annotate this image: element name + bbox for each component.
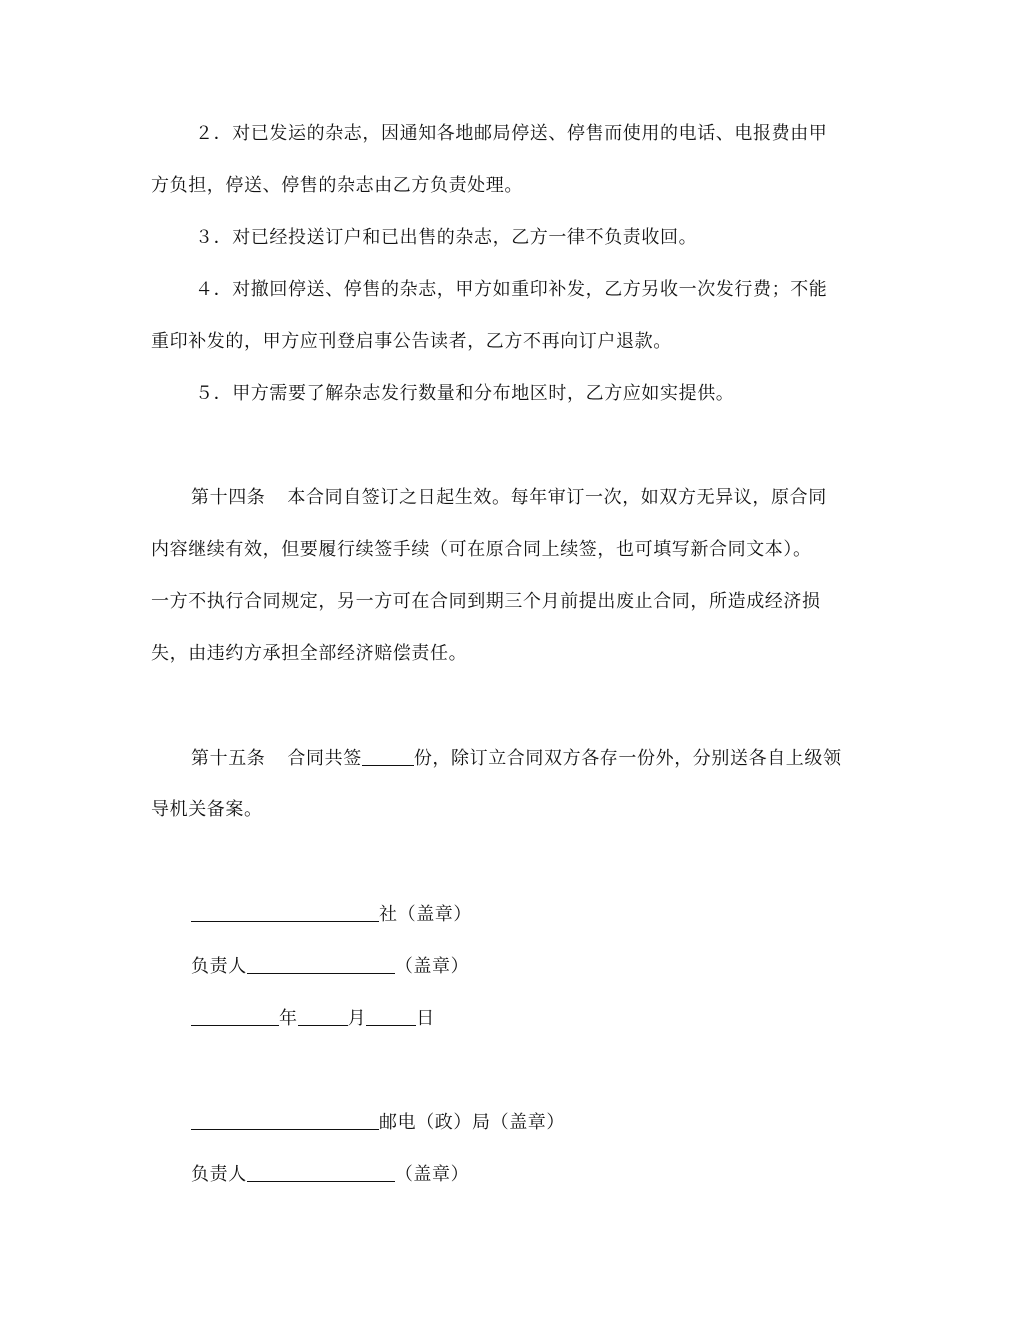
party-b-rep-blank — [247, 1161, 395, 1182]
party-b-org-suffix: 邮电（政）局（盖章） — [379, 1112, 565, 1133]
party-b-rep-line — [191, 1161, 469, 1188]
party-a-org-line — [191, 901, 472, 928]
clause15-text-b: 份，除订立合同双方各存一份外，分别送各自上级领 — [413, 748, 842, 769]
party-b-org-line — [191, 1109, 565, 1136]
day-blank — [366, 1005, 416, 1026]
month-blank — [298, 1005, 348, 1026]
party-b-org-blank — [191, 1109, 379, 1130]
clause14-line2: 内容继续有效，但要履行续签手续（可在原合同上续签，也可填写新合同文本）。 — [151, 539, 812, 560]
clause13-item4-line1: ４．对撤回停送、停售的杂志，甲方如重印补发，乙方另收一次发行费；不能 — [195, 279, 828, 300]
month-label: 月 — [347, 1008, 367, 1029]
clause15-text-a: 合同共签 — [287, 748, 362, 769]
year-label: 年 — [279, 1008, 298, 1029]
clause13-item4-line2: 重印补发的，甲方应刊登启事公告读者，乙方不再向订户退款。 — [151, 331, 672, 352]
clause14-text: 本合同自签订之日起生效。每年审订一次，如双方无异议，原合同 — [287, 487, 827, 508]
clause15-line1 — [191, 745, 842, 772]
party-a-seal-note: （盖章） — [394, 956, 470, 977]
clause13-item3: ３．对已经投送订户和已出售的杂志，乙方一律不负责收回。 — [195, 227, 698, 248]
party-a-rep-line — [191, 953, 469, 980]
copies-blank — [362, 745, 414, 766]
clause13-item2-line1: ２．对已发运的杂志，因通知各地邮局停送、停售而使用的电话、电报费由甲 — [195, 123, 828, 144]
year-blank — [191, 1005, 279, 1026]
party-a-rep-blank — [247, 953, 395, 974]
clause14-line1 — [191, 485, 827, 511]
clause15-line2: 导机关备案。 — [151, 799, 263, 820]
clause15-heading: 第十五条 — [191, 748, 266, 769]
day-label: 日 — [416, 1008, 435, 1029]
clause14-line4: 失，由违约方承担全部经济赔偿责任。 — [151, 643, 468, 664]
clause13-item2-line2: 方负担，停送、停售的杂志由乙方负责处理。 — [151, 175, 523, 196]
clause14-heading: 第十四条 — [191, 487, 266, 508]
clause14-line3: 一方不执行合同规定，另一方可在合同到期三个月前提出废止合同，所造成经济损 — [151, 591, 821, 612]
clause13-item5: ５．甲方需要了解杂志发行数量和分布地区时，乙方应如实提供。 — [195, 383, 735, 404]
party-a-org-blank — [191, 901, 379, 922]
party-b-seal-note: （盖章） — [394, 1164, 470, 1185]
party-b-rep-label: 负责人 — [191, 1164, 247, 1185]
party-a-date-line — [191, 1005, 435, 1032]
party-a-org-suffix: 社（盖章） — [379, 904, 472, 925]
party-a-rep-label: 负责人 — [191, 956, 247, 977]
